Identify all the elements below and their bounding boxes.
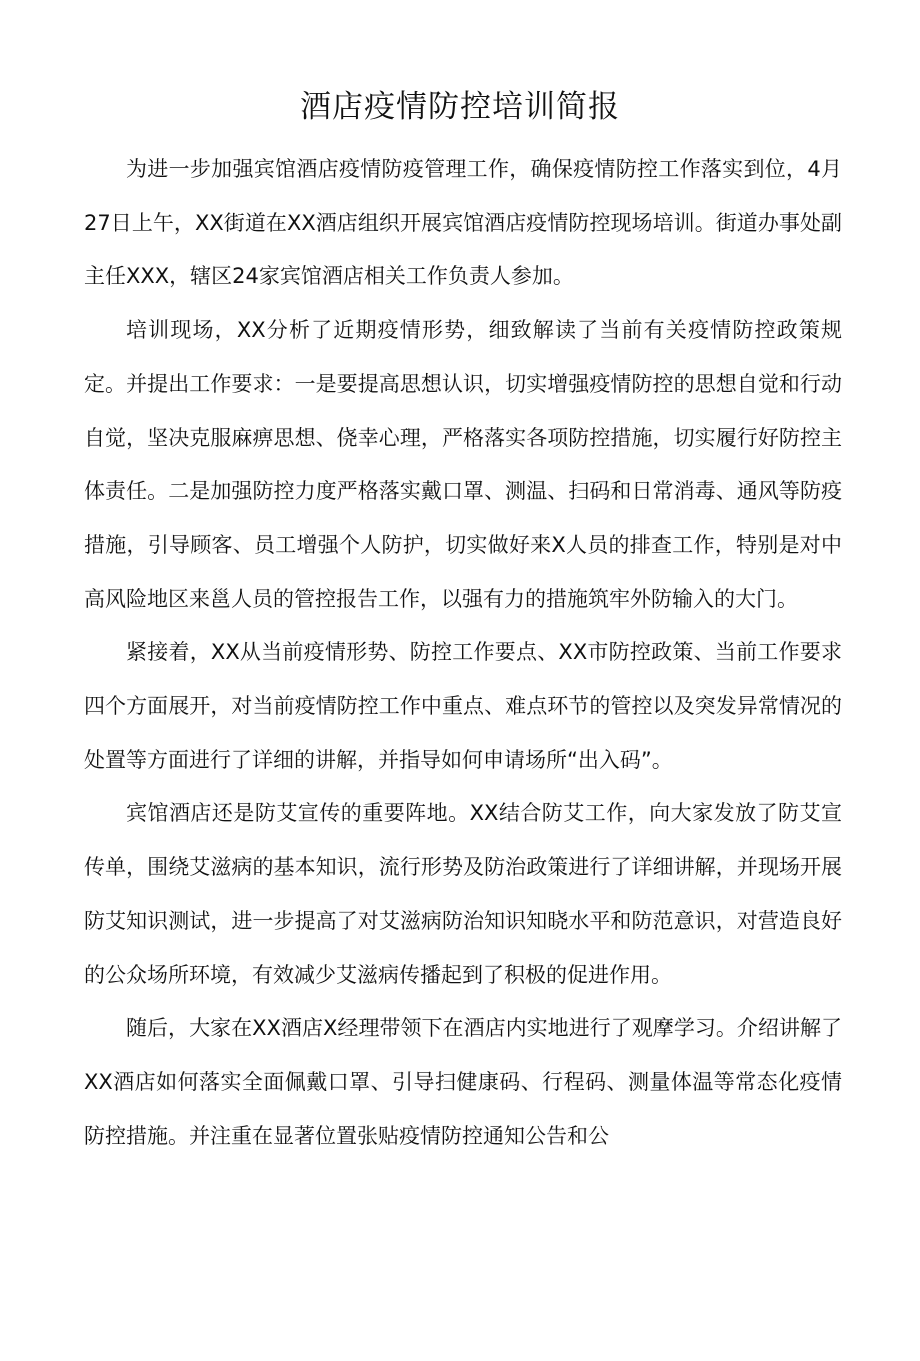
paragraph-training-site: 培训现场，XX分析了近期疫情形势，细致解读了当前有关疫情防控政策规定。并提出工作要求：一是要提高思想认识，切实增强疫情防控的思想自觉和行动自觉，坚决克服麻痹思想、侥幸心理，严格落实各项防控措施，切实履行好防控主体责任。二是加强防控力度严格落实戴口罩、测温、扫码和日常消毒、通风等防疫措施，引导顾客、员工增强个人防护，切实做好来X人员的排查工作，特别是对中高风险地区来邕人员的管控报告工作，以强有力的措施筑牢外防输入的大门。 (84, 318, 842, 611)
paragraph-site-visit: 随后，大家在XX酒店X经理带领下在酒店内实地进行了观摩学习。介绍讲解了XX酒店如何落实全面佩戴口罩、引导扫健康码、行程码、测量体温等常态化疫情防控措施。并注重在显著位置张贴疫情防控通知公告和公 (84, 1016, 842, 1148)
document-title: 酒店疫情防控培训简报 (300, 89, 620, 125)
document-body (84, 143, 842, 1163)
paragraph-next: 紧接着，XX从当前疫情形势、防控工作要点、XX市防控政策、当前工作要求四个方面展开，对当前疫情防控工作中重点、难点环节的管控以及突发异常情况的处置等方面进行了详细的讲解，并指导如何申请场所“出入码”。 (84, 640, 842, 772)
paragraph-aids-prevention: 宾馆酒店还是防艾宣传的重要阵地。XX结合防艾工作，向大家发放了防艾宣传单，围绕艾滋病的基本知识，流行形势及防治政策进行了详细讲解，并现场开展防艾知识测试，进一步提高了对艾滋病防治知识知晓水平和防范意识，对营造良好的公众场所环境，有效减少艾滋病传播起到了积极的促进作用。 (84, 801, 842, 987)
paragraph-intro: 为进一步加强宾馆酒店疫情防疫管理工作，确保疫情防控工作落实到位，4月27日上午，XX街道在XX酒店组织开展宾馆酒店疫情防控现场培训。街道办事处副主任XXX，辖区24家宾馆酒店相关工作负责人参加。 (84, 157, 842, 289)
